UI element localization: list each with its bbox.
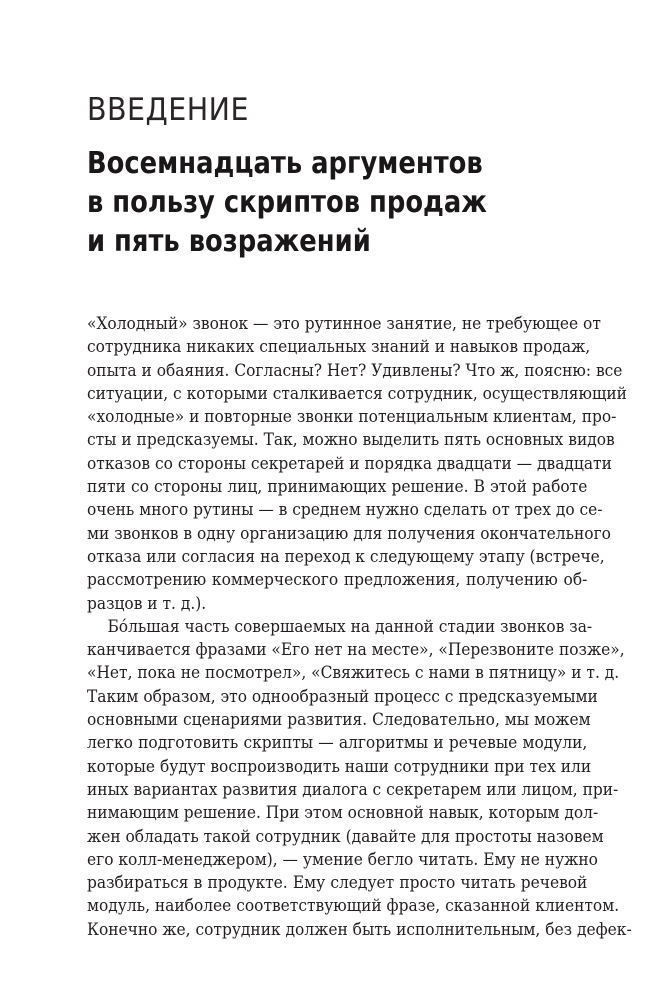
text-line: опыта и обаяния. Согласны? Нет? Удивлены? Что ж, поясню: все xyxy=(87,360,623,380)
text-line: нимающим решение. При этом основной навык, которым дол- xyxy=(87,803,599,823)
text-line: разцов и т. д.). xyxy=(87,593,207,613)
text-line: Бо́льшая часть совершаемых на данной стадии звонков за- xyxy=(107,616,593,636)
text-line: «Холодный» звонок — это рутинное занятие, не требующее от xyxy=(87,314,601,333)
text-line: разбираться в продукте. Ему следует просто читать речевой xyxy=(87,873,588,893)
text-line: ми звонков в одну организацию для получения окончательного xyxy=(87,523,611,543)
paragraph-2 xyxy=(87,615,632,941)
text-line: сты и предсказуемы. Так, можно выделить пять основных видов xyxy=(87,430,615,450)
chapter-title-line: и пять возражений xyxy=(87,224,371,259)
text-line: отказов со стороны секретарей и порядка двадцати — двадцати xyxy=(87,453,612,473)
body-text xyxy=(87,312,632,941)
text-line: модуль, наиболее соответствующий фразе, сказанной клиентом. xyxy=(87,896,620,916)
chapter-title xyxy=(87,144,487,261)
text-line: иных вариантах развития диалога с секретарем или лицом, при- xyxy=(87,779,619,799)
text-line: очень много рутины — в среднем нужно сделать от трех до се- xyxy=(87,500,603,520)
text-line: «холодные» и повторные звонки потенциальным клиентам, про- xyxy=(87,407,617,427)
text-line: которые будут воспроизводить наши сотрудники при тех или xyxy=(87,756,592,776)
text-line: отказа или согласия на переход к следующему этапу (встрече, xyxy=(87,546,605,566)
text-line: «Нет, пока не посмотрел», «Свяжитесь с нами в пятницу» и т. д. xyxy=(87,663,620,683)
paragraph-1 xyxy=(87,312,627,615)
text-line: сотрудника никаких специальных знаний и навыков продаж, xyxy=(87,337,591,357)
text-line: его колл-менеджером), — умение бегло читать. Ему не нужно xyxy=(87,849,598,869)
text-line: основными сценариями развития. Следовательно, мы можем xyxy=(87,710,591,730)
text-line: Таким образом, это однообразный процесс с предсказуемыми xyxy=(87,686,598,706)
section-label: ВВЕДЕНИЕ xyxy=(87,92,249,128)
text-line: канчивается фразами «Его нет на месте», «Перезвоните позже», xyxy=(87,640,625,660)
chapter-title-line: в пользу скриптов продаж xyxy=(87,185,487,220)
text-line: легко подготовить скрипты — алгоритмы и речевые модули, xyxy=(87,733,588,753)
text-line: ситуации, с которыми сталкивается сотрудник, осуществляющий xyxy=(87,383,627,403)
text-line: пяти со стороны лиц, принимающих решение. В этой работе xyxy=(87,477,588,497)
text-line: жен обладать такой сотрудник (давайте для простоты назовем xyxy=(87,826,604,846)
chapter-title-line: Восемнадцать аргументов xyxy=(87,146,483,181)
text-line: рассмотрению коммерческого предложения, получению об- xyxy=(87,570,588,590)
text-line: Конечно же, сотрудник должен быть исполнительным, без дефек- xyxy=(87,919,632,939)
